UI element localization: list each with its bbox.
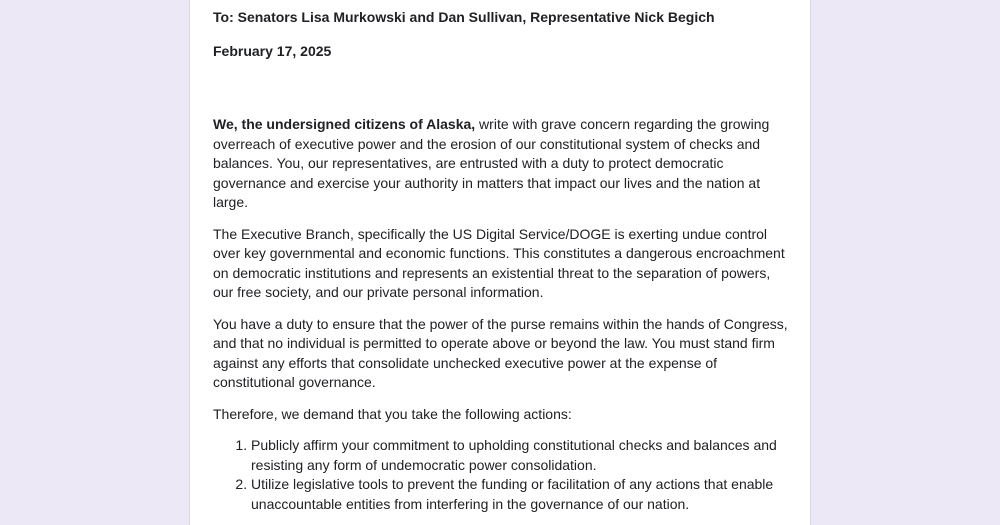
paragraph-duty: You have a duty to ensure that the power of the purse remains within the hands of Congress, and that no individual is permitted to operate above or beyond the law. You must stand firm against any efforts that consolidate unchecked executive power at the expense of constitutional governance. [213,315,788,390]
paragraph-demands: Therefore, we demand that you take the following actions: [213,405,572,422]
letter-body [213,115,791,514]
document-page [189,0,811,525]
intro-text: write with grave concern regarding the growing overreach of executive power and the erosion of our constitutional system of checks and balances. You, our representatives, are entrusted with a duty to protect democratic governance and exercise your authority in matters that impact our lives and the nation at large. [213,116,770,210]
letter-date: February 17, 2025 [213,43,332,59]
recipient-line: To: Senators Lisa Murkowski and Dan Sullivan, Representative Nick Begich [213,9,715,25]
action-item: 2. Utilize legislative tools to prevent the funding or facilitation of any actions that enable unaccountable entities from interfering in the governance of our nation. [251,475,791,514]
intro-bold-text: We, the undersigned citizens of Alaska, [213,116,476,132]
paragraph-executive-branch: The Executive Branch, specifically the US Digital Service/DOGE is exerting undue control over key governmental and economic functions. This constitutes a dangerous encroachment on democratic institutions and represents an existential threat to the separation of powers, our free society, and our private personal information. [213,225,785,300]
action-list [213,436,791,514]
action-item: 1. Publicly affirm your commitment to upholding constitutional checks and balances and resisting any form of undemocratic power consolidation. [251,436,791,475]
intro-paragraph [213,115,791,213]
